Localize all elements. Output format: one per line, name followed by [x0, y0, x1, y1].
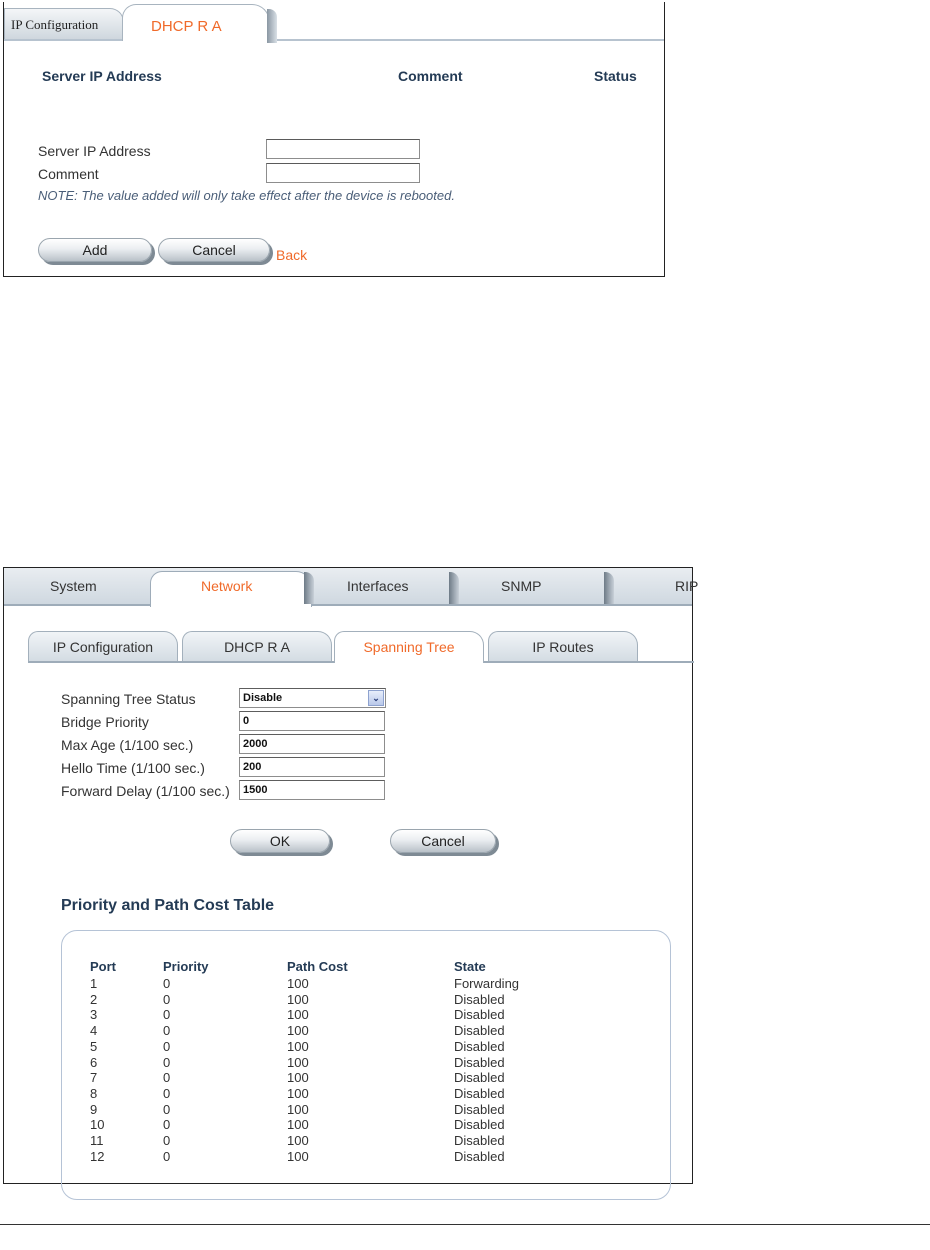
- cell-state: Disabled: [454, 1070, 505, 1086]
- comment-label: Comment: [38, 166, 99, 182]
- cell-port: 10: [90, 1117, 105, 1133]
- hello-time-label: Hello Time (1/100 sec.): [61, 760, 205, 776]
- cell-priority: 0: [163, 991, 171, 1007]
- cell-path-cost: 100: [287, 976, 309, 991]
- cell-path-cost: 100: [287, 1117, 309, 1133]
- cell-port: 2: [90, 991, 98, 1007]
- cell-state: Disabled: [454, 991, 505, 1007]
- cell-priority: 0: [163, 1054, 171, 1070]
- cell-priority: 0: [163, 1007, 171, 1023]
- cell-state: Disabled: [454, 1038, 505, 1054]
- cell-priority: 0: [163, 1038, 171, 1054]
- column-header-state: State: [454, 959, 486, 974]
- cell-priority: 0: [163, 1085, 171, 1101]
- tab-system[interactable]: System: [50, 578, 97, 594]
- table-row: [4, 1023, 692, 1039]
- max-age-input[interactable]: 2000: [239, 734, 385, 754]
- tab-separator: [449, 572, 459, 604]
- cell-priority: 0: [163, 1117, 171, 1133]
- page-divider: [0, 1224, 930, 1225]
- cell-state: Forwarding: [454, 976, 520, 991]
- cell-port: 7: [90, 1070, 98, 1086]
- cell-state: Disabled: [454, 1007, 505, 1023]
- back-link[interactable]: Back: [276, 247, 308, 263]
- main-tab-bar: [4, 568, 699, 606]
- cell-path-cost: 100: [287, 1023, 309, 1039]
- server-ip-input[interactable]: [266, 139, 420, 159]
- cell-path-cost: 100: [287, 1101, 309, 1117]
- tab-rip[interactable]: RIP: [675, 578, 699, 594]
- table-row: [4, 1086, 692, 1102]
- tab-ip-configuration[interactable]: IP Configuration: [4, 8, 124, 39]
- spanning-tree-status-label: Spanning Tree Status: [61, 691, 196, 707]
- column-header-priority: Priority: [163, 959, 209, 974]
- cell-port: 8: [90, 1085, 98, 1101]
- comment-input[interactable]: [266, 163, 420, 183]
- cell-path-cost: 100: [287, 1038, 309, 1054]
- cell-port: 9: [90, 1101, 98, 1117]
- cell-state: Disabled: [454, 1054, 505, 1070]
- cell-state: Disabled: [454, 1133, 505, 1148]
- column-header-comment: Comment: [398, 68, 463, 84]
- cell-port: 3: [90, 1007, 98, 1023]
- cell-priority: 0: [163, 1023, 171, 1039]
- subtab-spanning-tree[interactable]: Spanning Tree: [334, 631, 484, 663]
- table-title: Priority and Path Cost Table: [61, 897, 275, 914]
- column-header-server-ip: Server IP Address: [42, 68, 162, 84]
- tab-separator: [304, 572, 314, 604]
- tab-divider: [4, 39, 664, 41]
- cell-state: Disabled: [454, 1117, 505, 1133]
- table-row: [4, 992, 692, 1008]
- cell-path-cost: 100: [287, 1148, 309, 1164]
- server-ip-label: Server IP Address: [38, 143, 151, 159]
- table-row: [4, 1149, 692, 1165]
- bridge-priority-input[interactable]: 0: [239, 711, 385, 731]
- subtab-ip-configuration[interactable]: IP Configuration: [28, 631, 178, 661]
- cell-port: 4: [90, 1023, 98, 1039]
- subtab-ip-routes[interactable]: IP Routes: [488, 631, 638, 661]
- subtab-dhcp-ra[interactable]: DHCP R A: [182, 631, 332, 661]
- bridge-priority-label: Bridge Priority: [61, 714, 149, 730]
- cell-port: 5: [90, 1038, 98, 1054]
- column-header-status: Status: [594, 68, 637, 84]
- max-age-label: Max Age (1/100 sec.): [61, 737, 194, 753]
- table-row: [4, 1007, 692, 1023]
- cell-state: Disabled: [454, 1148, 505, 1164]
- column-header-port: Port: [90, 959, 116, 974]
- cell-path-cost: 100: [287, 1133, 309, 1148]
- cell-port: 11: [90, 1133, 104, 1148]
- add-button[interactable]: Add: [38, 238, 152, 262]
- forward-delay-label: Forward Delay (1/100 sec.): [61, 783, 230, 799]
- cell-path-cost: 100: [287, 991, 309, 1007]
- ok-button[interactable]: OK: [230, 829, 330, 853]
- cell-port: 12: [90, 1148, 105, 1164]
- status-selected-value: Disable: [243, 692, 283, 704]
- cancel-button[interactable]: Cancel: [390, 829, 496, 853]
- table-row: [4, 976, 692, 992]
- dhcp-relay-panel: [3, 2, 665, 277]
- spanning-tree-status-select[interactable]: [239, 688, 386, 708]
- forward-delay-input[interactable]: 1500: [239, 780, 385, 800]
- table-row: [4, 1055, 692, 1071]
- table-row: [4, 1039, 692, 1055]
- cell-path-cost: 100: [287, 1054, 309, 1070]
- cell-state: Disabled: [454, 1085, 505, 1101]
- tab-network[interactable]: Network: [201, 578, 253, 594]
- cell-priority: 0: [163, 1148, 171, 1164]
- tab-dhcp-ra[interactable]: DHCP R A: [122, 4, 270, 41]
- table-row: [4, 1102, 692, 1118]
- cell-priority: 0: [163, 1101, 171, 1117]
- table-row: [4, 1117, 692, 1133]
- cell-port: 1: [90, 976, 98, 991]
- cell-path-cost: 100: [287, 1070, 309, 1086]
- table-row: [4, 1070, 692, 1086]
- column-header-path-cost: Path Cost: [287, 959, 348, 974]
- sub-tab-bar: [28, 631, 694, 663]
- cell-port: 6: [90, 1054, 98, 1070]
- tab-snmp[interactable]: SNMP: [501, 578, 542, 594]
- cancel-button[interactable]: Cancel: [158, 238, 270, 262]
- chevron-down-icon[interactable]: ⌄: [368, 690, 384, 706]
- tab-separator: [604, 572, 614, 604]
- table-row: [4, 1133, 692, 1149]
- cell-priority: 0: [163, 976, 171, 991]
- spanning-tree-panel: [3, 567, 699, 1184]
- cell-priority: 0: [163, 1070, 171, 1086]
- tab-interfaces[interactable]: Interfaces: [347, 578, 409, 594]
- hello-time-input[interactable]: 200: [239, 757, 385, 777]
- cell-priority: 0: [163, 1133, 171, 1148]
- cell-state: Disabled: [454, 1023, 505, 1039]
- cell-path-cost: 100: [287, 1085, 309, 1101]
- cell-state: Disabled: [454, 1101, 505, 1117]
- reboot-note: NOTE: The value added will only take effect after the device is rebooted.: [38, 188, 455, 203]
- cell-path-cost: 100: [287, 1007, 309, 1023]
